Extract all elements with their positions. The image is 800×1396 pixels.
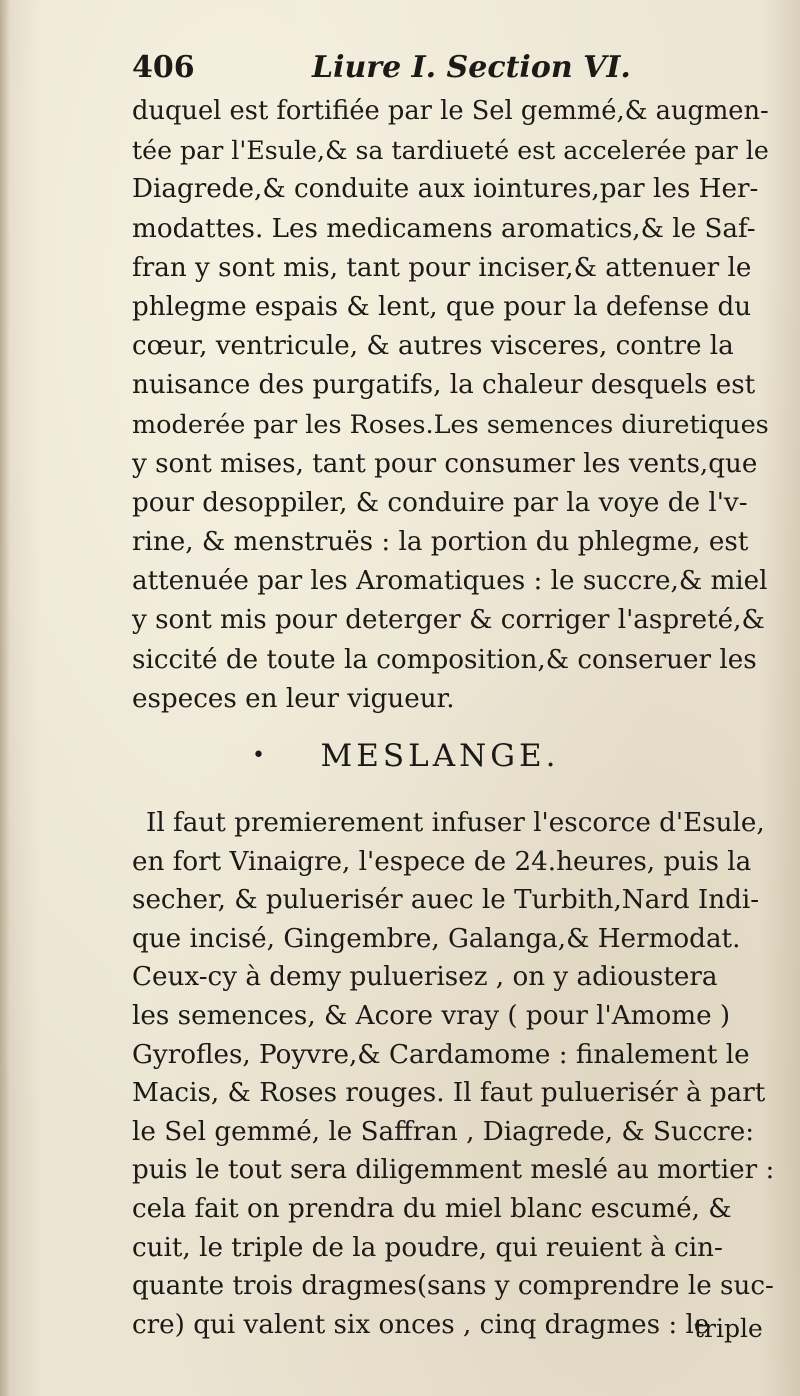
text-line: fran y sont mis, tant pour inciser,& attenuer le [132,252,752,283]
text-line: Diagrede,& conduite aux iointures,par les Her- [132,174,759,205]
text-line: Il faut premierement infuser l'escorce d'Esule, [146,808,765,838]
text-line: nuisance des purgatifs, la chaleur desquels est [132,370,756,401]
text-line: Gyrofles, Poyvre,& Cardamome : finalement le [132,1039,750,1070]
text-line: siccité de toute la composition,& conseruer les [132,644,757,675]
text-line: cela fait on prendra du miel blanc escumé, & [132,1193,732,1224]
text-line: modattes. Les medicamens aromatics,& le Saf- [132,213,756,244]
page-number: 406 [132,50,195,85]
text-line: secher, & puluerisér auec le Turbith,Nard Indi- [132,885,760,916]
text-line: y sont mises, tant pour consumer les vents,que [132,448,758,479]
paragraph-1 [132,92,772,719]
text-line: cœur, ventricule, & autres visceres, contre la [132,331,734,362]
section-heading [0,732,800,780]
text-line: en fort Vinaigre, l'espece de 24.heures, puis la [132,846,752,877]
paragraph-2 [132,804,782,1344]
text-line: le Sel gemmé, le Saffran , Diagrede, & Succre: [132,1116,755,1147]
text-line: cre) qui valent six onces , cinq dragmes : le [132,1309,710,1340]
text-line: tée par l'Esule,& sa tardiueté est accelerée par le [132,136,769,166]
page-gutter-shadow [0,0,10,1396]
text-line: especes en leur vigueur. [132,683,455,714]
section-title-text: MESLANGE. [320,738,560,774]
text-line: Macis, & Roses rouges. Il faut puluerisér à part [132,1078,766,1109]
text-line: les semences, & Acore vray ( pour l'Amome ) [132,1000,731,1031]
text-line: Ceux-cy à demy puluerisez , on y adioustera [132,962,718,993]
text-line: pour desoppiler, & conduire par la voye de l'v- [132,487,748,518]
text-line: moderée par les Roses.Les semences diuretiques [132,409,769,440]
text-line: quante trois dragmes(sans y comprendre le suc- [132,1271,774,1302]
text-line: que incisé, Gingembre, Galanga,& Hermodat. [132,923,741,954]
running-head: Liure I. Section VI. [312,50,631,85]
page-header [132,48,692,88]
text-line: y sont mis pour deterger & corriger l'aspreté,& [132,605,765,636]
text-line: cuit, le triple de la poudre, qui reuient à cin- [132,1232,723,1263]
text-line: puis le tout sera diligemment meslé au mortier : [132,1155,775,1186]
catchword: triple [694,1314,763,1343]
ornament-dot: • [252,743,269,768]
text-line: rine, & menstruës : la portion du phlegme, est [132,527,749,558]
text-line: attenuée par les Aromatiques : le succre,& miel [132,566,768,597]
text-line: duquel est fortifiée par le Sel gemmé,& augmen- [132,96,769,126]
text-line: phlegme espais & lent, que pour la defense du [132,291,752,322]
